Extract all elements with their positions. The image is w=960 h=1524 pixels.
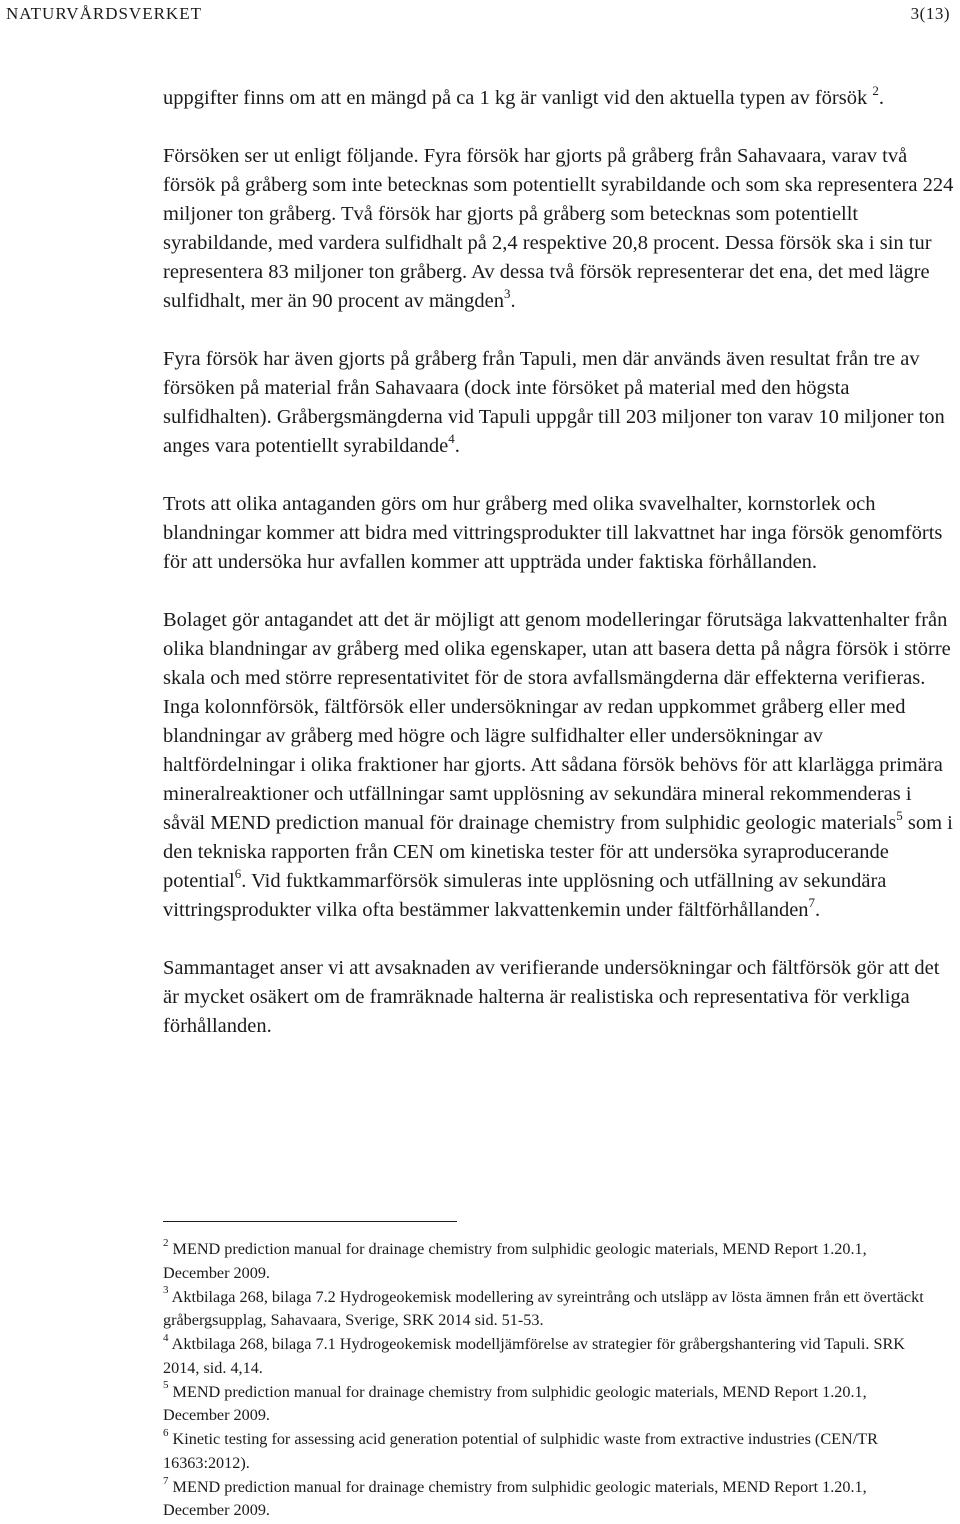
paragraph-text: . [878,87,884,109]
paragraph-1 [163,84,958,113]
footnote-ref[interactable]: 6 [234,866,242,882]
page-number: 3(13) [910,4,950,23]
page-header [6,4,950,28]
paragraph-text: Fyra försök har även gjorts på gråberg från Tapuli, men där används även resultat från tre av försöken på material från Sahavaara (dock inte försöket på material med den högsta sulfidhalten). Gråbergsmängderna vid Tapuli uppgår till 203 miljoner ton varav 10 miljoner ton anges vara potentiellt syrabildande [163,348,945,457]
footnote-ref[interactable]: 5 [896,808,903,824]
footnote-text: MEND prediction manual for drainage chemistry from sulphidic geologic materials, MEND Report 1.20.1, December 2009. [163,1477,867,1520]
footnote-text: Aktbilaga 268, bilaga 7.1 Hydrogeokemisk modelljämförelse av strategier för gråbergshantering vid Tapuli. SRK 2014, sid. 4,14. [163,1335,905,1377]
footnote [163,1286,933,1333]
footnote-number: 6 [163,1426,169,1439]
paragraph-text: . [454,435,460,457]
paragraph-text: som i den tekniska rapporten från CEN om kinetiska tester för att undersöka syraproducerande potential [163,812,953,892]
footnote [163,1238,933,1285]
paragraph-6 [163,954,958,1041]
paragraph-text: Sammantaget anser vi att avsaknaden av verifierande undersökningar och fältförsök gör att det är mycket osäkert om de framräknade halterna är realistiska och representativa för verkliga förhållanden. [163,957,940,1037]
paragraph-text: . Vid fuktkammarförsök simuleras inte upplösning och utfällning av sekundära vittringsprodukter vilka ofta bestämmer lakvattenkemin under fältförhållanden [163,870,887,921]
main-body [163,84,958,1041]
paragraph-text: . [815,899,821,921]
header-org-name: NATURVÅRDSVERKET [6,4,202,23]
paragraph-text: Trots att olika antaganden görs om hur gråberg med olika svavelhalter, kornstorlek och blandningar kommer att bidra med vittringsprodukter till lakvattnet har inga försök genomförts för att undersöka hur avfallen kommer att uppträda under faktiska förhållanden. [163,493,943,573]
footnote [163,1381,933,1428]
footnote-ref[interactable]: 7 [808,895,816,911]
paragraph-text: uppgifter finns om att en mängd på ca 1 kg är vanligt vid den aktuella typen av försök [163,87,873,109]
paragraph-5 [163,606,958,925]
footnote [163,1476,933,1523]
footnote-text: MEND prediction manual for drainage chemistry from sulphidic geologic materials, MEND Report 1.20.1, December 2009. [163,1382,867,1425]
paragraph-text: Försöken ser ut enligt följande. Fyra försök har gjorts på gråberg från Sahavaara, varav två försök på gråberg som inte betecknas som potentiellt syrabildande och som ska representera 224 miljoner ton gråberg. Två försök har gjorts på gråberg som betecknas som potentiellt syrabildande, med vardera sulfidhalt på 2,4 respektive 20,8 procent. Dessa försök ska i sin tur representera 83 miljoner ton gråberg. Av dessa två försök representerar det ena, det med lägre sulfidhalt, mer än 90 procent av mängden [163,145,954,312]
footnote [163,1333,933,1380]
footnote-text: MEND prediction manual for drainage chemistry from sulphidic geologic materials, MEND Report 1.20.1, December 2009. [163,1240,867,1282]
footnote-number: 5 [163,1379,169,1392]
paragraph-text: . [510,290,516,312]
footnote-number: 4 [163,1331,169,1344]
paragraph-4 [163,490,958,577]
paragraph-2 [163,142,958,316]
footnote [163,1428,933,1475]
paragraph-text: Bolaget gör antagandet att det är möjligt att genom modelleringar förutsäga lakvattenhalter från olika blandningar av gråberg med olika egenskaper, utan att basera detta på några försök i större skala och med större representativitet för de stora avfallsmängderna där effekterna verifieras. Inga kolonnförsök, fältförsök eller undersökningar av redan uppkommet gråberg eller med blandningar av gråberg med högre och lägre sulfidhalter eller undersökningar av haltfördelningar i olika fraktioner har gjorts. Att sådana försök behövs för att klarlägga primära mineralreaktioner och utfällningar samt upplösning av sekundära mineral rekommenderas i såväl MEND prediction manual för drainage chemistry from sulphidic geologic materials [163,609,951,834]
footnote-ref[interactable]: 2 [872,83,879,99]
footnotes [163,1238,933,1524]
footnote-number: 3 [163,1284,169,1297]
footnote-ref[interactable]: 3 [504,286,511,302]
footnote-ref[interactable]: 4 [448,431,455,447]
paragraph-3 [163,345,958,461]
footnote-number: 2 [163,1236,169,1249]
footnote-text: Aktbilaga 268, bilaga 7.2 Hydrogeokemisk modellering av syreintrång och utsläpp av lösta ämnen från ett övertäckt gråbergsupplag, Sahavaara, Sverige, SRK 2014 sid. 51-53. [163,1287,924,1330]
footnote-divider [163,1221,457,1222]
footnote-text: Kinetic testing for assessing acid generation potential of sulphidic waste from extractive industries (CEN/TR 16363:2012). [163,1430,878,1472]
footnote-number: 7 [163,1474,169,1487]
